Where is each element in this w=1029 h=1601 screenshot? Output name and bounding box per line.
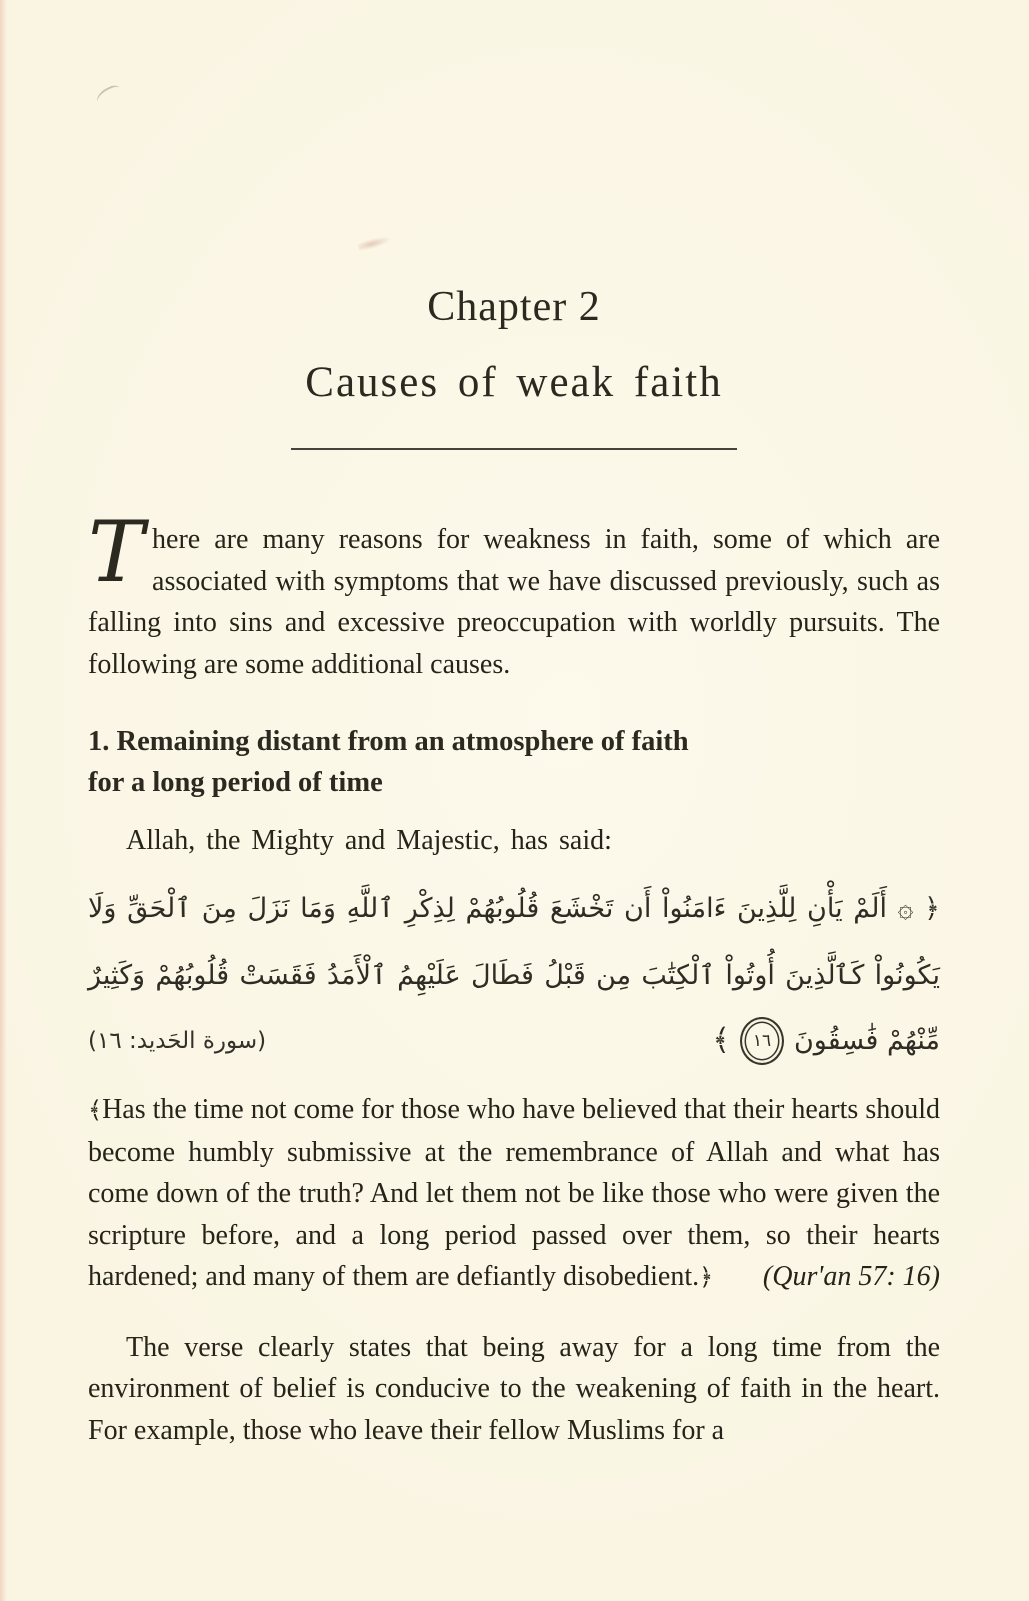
arabic-verse-line-1: ﴿ ۞ أَلَمْ يَأْنِ لِلَّذِينَ ءَامَنُواْ أَن تَخْشَعَ قُلُوبُهُمْ لِذِكْرِ ٱللَّهِ وَمَا نَزَلَ مِنَ ٱلْحَقِّ وَلَا [88, 893, 940, 924]
quran-citation: (Qur'an 57: 16) [762, 1261, 940, 1292]
arabic-verse-tail-text: مِّنْهُمْ فَٰسِقُونَ [793, 1025, 940, 1056]
section-heading: 1. Remaining distant from an atmosphere of faith for a long period of time [88, 726, 689, 798]
sura-reference: (سورة الحَديد: ١٦) [88, 1028, 267, 1054]
arabic-verse-tail [712, 1009, 940, 1073]
dropcap-initial: T [88, 503, 145, 601]
chapter-title: Causes of weak faith [305, 359, 723, 406]
quote-close-ornament-icon: ﴿ [699, 1263, 714, 1291]
chapter-title-block [88, 0, 940, 450]
intro-text: here are many reasons for weakness in faith, some of which are associated with symptoms that we have discussed previously, such as falling into sins and excessive preoccupation with worldly pursuits. The following are some additional causes. [88, 524, 940, 680]
translation-text: Has the time not come for those who have believed that their hearts should become humbly submissive at the remembrance of Allah and what has come down of the truth? And let them not be like those who were given the scripture before, and a long period passed over them, so their hearts hardened; and many of them are defiantly disobedient. [88, 1094, 940, 1292]
verse-closing-ornament-icon: ﴾ [712, 1023, 730, 1058]
arabic-verse-line-3 [88, 1009, 940, 1073]
translation-paragraph [88, 1089, 940, 1299]
chapter-label: Chapter 2 [427, 284, 601, 330]
verse-number: ١٦ [752, 1031, 772, 1051]
verse-number-medallion-icon [740, 1017, 784, 1065]
arabic-verse-line-2: يَكُونُواْ كَٱلَّذِينَ أُوتُواْ ٱلْكِتَٰبَ مِن قَبْلُ فَطَالَ عَلَيْهِمُ ٱلْأَمَدُ فَقَسَتْ قُلُوبُهُمْ وَكَثِيرٌ [88, 960, 940, 991]
intro-paragraph [88, 503, 940, 685]
quote-open-ornament-icon: ﴾ [88, 1096, 103, 1124]
page-left-edge-tint [0, 0, 7, 1601]
lead-in-sentence: Allah, the Mighty and Majestic, has said: [126, 825, 612, 856]
body-paragraph: The verse clearly states that being away for a long time from the environment of belief is conducive to the weakening of faith in the heart. For example, those who leave their fellow Muslims for a [88, 1331, 940, 1446]
title-rule [291, 448, 737, 450]
quran-arabic-block [88, 875, 940, 1073]
